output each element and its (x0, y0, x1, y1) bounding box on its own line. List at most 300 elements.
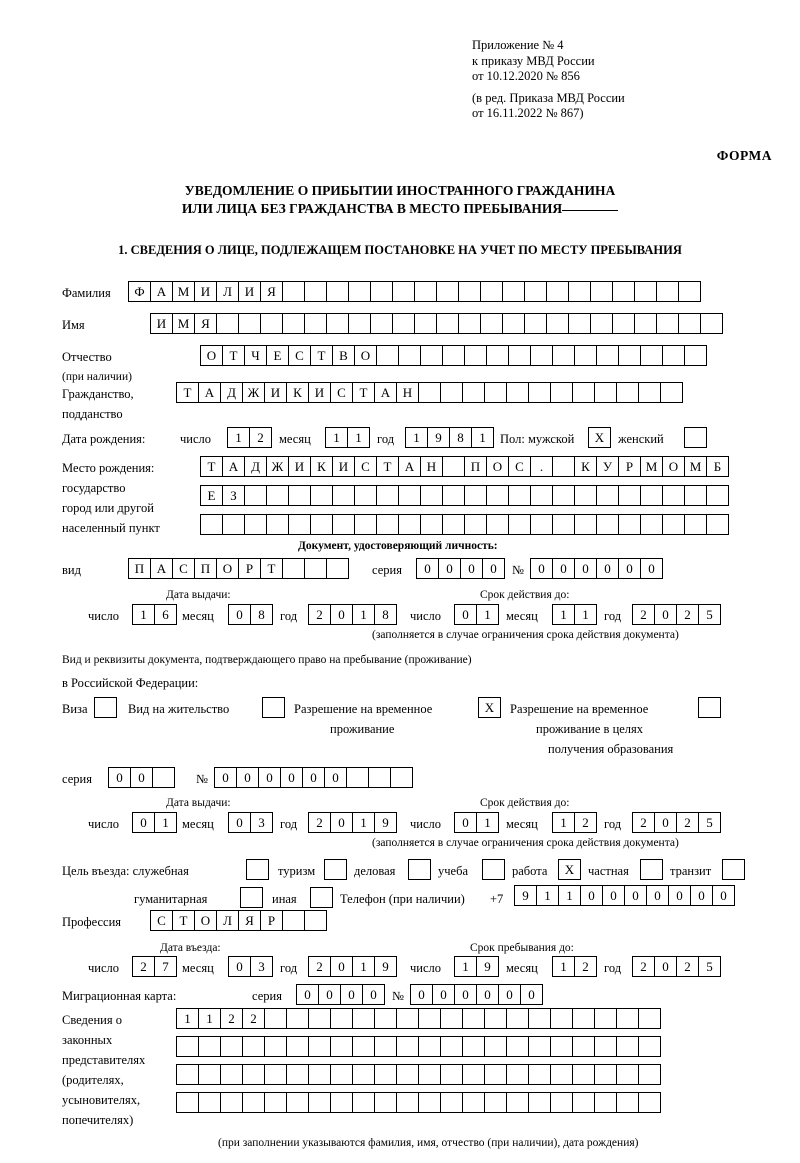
cell[interactable] (346, 767, 369, 788)
cell[interactable] (440, 1036, 463, 1057)
cell[interactable]: 2 (308, 956, 331, 977)
cell[interactable] (152, 767, 175, 788)
cell[interactable]: 1 (558, 885, 581, 906)
field-permit-issue-year[interactable] (308, 812, 396, 833)
cell[interactable]: 2 (632, 812, 655, 833)
cell[interactable]: 0 (296, 984, 319, 1005)
cell[interactable] (462, 1036, 485, 1057)
cell[interactable] (502, 313, 525, 334)
cell[interactable]: 0 (130, 767, 153, 788)
cell[interactable] (616, 1064, 639, 1085)
cell[interactable]: М (172, 281, 195, 302)
field-permit-valid-month[interactable] (552, 812, 596, 833)
checkbox-purpose-other[interactable] (310, 887, 333, 908)
cell[interactable] (484, 382, 507, 403)
cell[interactable] (706, 485, 729, 506)
cell[interactable]: О (354, 345, 377, 366)
cell[interactable]: 0 (580, 885, 603, 906)
cell[interactable] (462, 1064, 485, 1085)
checkbox-visa[interactable] (94, 697, 117, 718)
cell[interactable] (486, 345, 509, 366)
cell[interactable] (352, 1036, 375, 1057)
cell[interactable] (594, 1064, 617, 1085)
cell[interactable]: М (684, 456, 707, 477)
cell[interactable]: 2 (676, 956, 699, 977)
cell[interactable] (348, 281, 371, 302)
cell[interactable]: К (310, 456, 333, 477)
cell[interactable] (594, 1036, 617, 1057)
cell[interactable] (200, 514, 223, 535)
cell[interactable]: Р (618, 456, 641, 477)
cell[interactable]: 0 (132, 812, 155, 833)
cell[interactable] (528, 1092, 551, 1113)
cell[interactable] (198, 1036, 221, 1057)
cell[interactable]: 9 (427, 427, 450, 448)
checkbox-sex-male[interactable]: Х (588, 427, 611, 448)
cell[interactable] (326, 281, 349, 302)
field-mcard-number[interactable] (410, 984, 542, 1005)
cell[interactable]: Я (194, 313, 217, 334)
cell[interactable]: 1 (552, 604, 575, 625)
cell[interactable] (596, 514, 619, 535)
cell[interactable] (242, 1036, 265, 1057)
cell[interactable] (458, 281, 481, 302)
cell[interactable]: Т (200, 456, 223, 477)
cell[interactable]: 0 (654, 604, 677, 625)
cell[interactable] (568, 281, 591, 302)
cell[interactable]: О (194, 910, 217, 931)
cell[interactable]: 7 (154, 956, 177, 977)
cell[interactable] (332, 485, 355, 506)
cell[interactable] (330, 1064, 353, 1085)
cell[interactable]: 1 (476, 812, 499, 833)
cell[interactable] (638, 382, 661, 403)
cell[interactable]: 1 (454, 956, 477, 977)
cell[interactable] (616, 1092, 639, 1113)
cell[interactable]: 2 (676, 812, 699, 833)
cell[interactable]: К (574, 456, 597, 477)
field-citizenship[interactable] (176, 382, 682, 403)
cell[interactable]: 1 (176, 1008, 199, 1029)
cell[interactable] (484, 1008, 507, 1029)
cell[interactable] (528, 382, 551, 403)
cell[interactable] (612, 281, 635, 302)
cell[interactable]: 0 (324, 767, 347, 788)
cell[interactable] (506, 1064, 529, 1085)
cell[interactable] (660, 382, 683, 403)
cell[interactable]: 2 (574, 956, 597, 977)
cell[interactable]: 5 (698, 956, 721, 977)
cell[interactable] (596, 345, 619, 366)
cell[interactable] (368, 767, 391, 788)
cell[interactable] (260, 313, 283, 334)
field-stay-year[interactable] (632, 956, 720, 977)
cell[interactable]: 0 (618, 558, 641, 579)
field-legal-row-2[interactable] (176, 1036, 660, 1057)
cell[interactable] (550, 1036, 573, 1057)
cell[interactable]: П (128, 558, 151, 579)
cell[interactable]: Е (200, 485, 223, 506)
field-doc-valid-month[interactable] (552, 604, 596, 625)
cell[interactable] (288, 485, 311, 506)
cell[interactable]: 0 (498, 984, 521, 1005)
cell[interactable] (550, 382, 573, 403)
cell[interactable] (568, 313, 591, 334)
checkbox-purpose-humanitarian[interactable] (240, 887, 263, 908)
cell[interactable]: И (194, 281, 217, 302)
cell[interactable] (310, 514, 333, 535)
cell[interactable] (480, 313, 503, 334)
cell[interactable]: . (530, 456, 553, 477)
cell[interactable]: 0 (460, 558, 483, 579)
cell[interactable] (616, 1036, 639, 1057)
cell[interactable]: У (596, 456, 619, 477)
cell[interactable] (376, 345, 399, 366)
cell[interactable]: Б (706, 456, 729, 477)
cell[interactable]: О (662, 456, 685, 477)
cell[interactable] (684, 514, 707, 535)
field-birth-day[interactable] (227, 427, 271, 448)
cell[interactable] (176, 1064, 199, 1085)
cell[interactable] (242, 1092, 265, 1113)
cell[interactable]: 0 (454, 604, 477, 625)
checkbox-temp-residence[interactable]: Х (478, 697, 501, 718)
cell[interactable] (480, 281, 503, 302)
cell[interactable] (506, 1008, 529, 1029)
cell[interactable] (370, 281, 393, 302)
cell[interactable]: Е (266, 345, 289, 366)
cell[interactable]: 1 (227, 427, 250, 448)
cell[interactable] (398, 514, 421, 535)
field-doc-kind[interactable] (128, 558, 348, 579)
cell[interactable]: Н (420, 456, 443, 477)
field-mcard-series[interactable] (296, 984, 384, 1005)
cell[interactable]: 0 (454, 984, 477, 1005)
cell[interactable]: 0 (214, 767, 237, 788)
cell[interactable]: А (150, 281, 173, 302)
cell[interactable] (506, 1092, 529, 1113)
cell[interactable]: 0 (362, 984, 385, 1005)
field-permit-issue-day[interactable] (132, 812, 176, 833)
cell[interactable]: О (486, 456, 509, 477)
cell[interactable]: П (194, 558, 217, 579)
cell[interactable]: Д (220, 382, 243, 403)
cell[interactable] (572, 1064, 595, 1085)
checkbox-residence-permit[interactable] (262, 697, 285, 718)
field-entry-day[interactable] (132, 956, 176, 977)
cell[interactable] (440, 1092, 463, 1113)
cell[interactable]: Т (260, 558, 283, 579)
cell[interactable]: С (330, 382, 353, 403)
cell[interactable] (550, 1064, 573, 1085)
cell[interactable] (464, 485, 487, 506)
field-birth-year[interactable] (405, 427, 493, 448)
cell[interactable] (678, 281, 701, 302)
cell[interactable] (458, 313, 481, 334)
cell[interactable] (374, 1092, 397, 1113)
checkbox-edu-residence[interactable] (698, 697, 721, 718)
field-legal-row-4[interactable] (176, 1092, 660, 1113)
cell[interactable]: И (150, 313, 173, 334)
cell[interactable]: М (640, 456, 663, 477)
cell[interactable] (420, 485, 443, 506)
cell[interactable]: Т (376, 456, 399, 477)
cell[interactable] (442, 456, 465, 477)
cell[interactable] (550, 1008, 573, 1029)
cell[interactable] (546, 313, 569, 334)
cell[interactable] (618, 485, 641, 506)
cell[interactable] (530, 345, 553, 366)
cell[interactable] (330, 1092, 353, 1113)
cell[interactable] (198, 1064, 221, 1085)
cell[interactable]: 2 (308, 604, 331, 625)
cell[interactable] (440, 382, 463, 403)
checkbox-purpose-service[interactable] (246, 859, 269, 880)
cell[interactable]: 8 (449, 427, 472, 448)
cell[interactable]: 0 (596, 558, 619, 579)
cell[interactable] (286, 1064, 309, 1085)
cell[interactable]: 0 (552, 558, 575, 579)
cell[interactable] (418, 1036, 441, 1057)
cell[interactable] (374, 1036, 397, 1057)
cell[interactable]: Н (396, 382, 419, 403)
field-birth-month[interactable] (325, 427, 369, 448)
cell[interactable]: 0 (482, 558, 505, 579)
cell[interactable] (330, 1008, 353, 1029)
cell[interactable]: 3 (250, 812, 273, 833)
cell[interactable] (352, 1008, 375, 1029)
cell[interactable] (590, 313, 613, 334)
field-name[interactable] (150, 313, 722, 334)
cell[interactable] (264, 1092, 287, 1113)
cell[interactable] (508, 345, 531, 366)
cell[interactable]: Ч (244, 345, 267, 366)
cell[interactable] (352, 1064, 375, 1085)
field-doc-issue-year[interactable] (308, 604, 396, 625)
cell[interactable]: 9 (374, 812, 397, 833)
cell[interactable] (508, 514, 531, 535)
cell[interactable] (484, 1092, 507, 1113)
cell[interactable]: К (286, 382, 309, 403)
cell[interactable] (266, 514, 289, 535)
field-profession[interactable] (150, 910, 326, 931)
cell[interactable] (662, 514, 685, 535)
cell[interactable] (634, 313, 657, 334)
cell[interactable]: С (172, 558, 195, 579)
cell[interactable] (552, 514, 575, 535)
cell[interactable] (264, 1036, 287, 1057)
cell[interactable]: 2 (220, 1008, 243, 1029)
field-stay-day[interactable] (454, 956, 498, 977)
cell[interactable]: Ж (242, 382, 265, 403)
cell[interactable]: 0 (280, 767, 303, 788)
cell[interactable]: Я (238, 910, 261, 931)
cell[interactable]: 2 (574, 812, 597, 833)
cell[interactable] (508, 485, 531, 506)
cell[interactable]: Т (222, 345, 245, 366)
field-doc-series[interactable] (416, 558, 504, 579)
cell[interactable] (392, 281, 415, 302)
cell[interactable]: Л (216, 910, 239, 931)
cell[interactable]: 0 (654, 956, 677, 977)
cell[interactable]: С (288, 345, 311, 366)
cell[interactable] (396, 1008, 419, 1029)
cell[interactable] (396, 1036, 419, 1057)
cell[interactable]: 0 (668, 885, 691, 906)
cell[interactable] (662, 345, 685, 366)
cell[interactable] (282, 910, 305, 931)
cell[interactable] (326, 558, 349, 579)
cell[interactable] (464, 345, 487, 366)
cell[interactable] (552, 485, 575, 506)
cell[interactable]: 0 (646, 885, 669, 906)
cell[interactable] (414, 281, 437, 302)
cell[interactable] (220, 1092, 243, 1113)
checkbox-purpose-private[interactable] (640, 859, 663, 880)
cell[interactable] (198, 1092, 221, 1113)
cell[interactable] (304, 281, 327, 302)
checkbox-sex-female[interactable] (684, 427, 707, 448)
cell[interactable] (332, 514, 355, 535)
cell[interactable]: 0 (530, 558, 553, 579)
cell[interactable] (376, 514, 399, 535)
cell[interactable] (436, 313, 459, 334)
cell[interactable] (484, 1036, 507, 1057)
cell[interactable] (616, 1008, 639, 1029)
cell[interactable]: Т (352, 382, 375, 403)
cell[interactable] (390, 767, 413, 788)
cell[interactable]: Т (172, 910, 195, 931)
cell[interactable] (574, 345, 597, 366)
cell[interactable] (572, 1092, 595, 1113)
cell[interactable]: 1 (552, 956, 575, 977)
cell[interactable]: И (238, 281, 261, 302)
cell[interactable] (546, 281, 569, 302)
cell[interactable] (484, 1064, 507, 1085)
cell[interactable]: 2 (632, 956, 655, 977)
cell[interactable]: 6 (154, 604, 177, 625)
checkbox-purpose-study[interactable] (482, 859, 505, 880)
field-doc-issue-day[interactable] (132, 604, 176, 625)
cell[interactable] (304, 558, 327, 579)
cell[interactable] (440, 1008, 463, 1029)
cell[interactable]: 0 (520, 984, 543, 1005)
cell[interactable]: П (464, 456, 487, 477)
cell[interactable] (656, 313, 679, 334)
cell[interactable] (612, 313, 635, 334)
cell[interactable]: О (200, 345, 223, 366)
cell[interactable] (596, 485, 619, 506)
cell[interactable]: 1 (352, 604, 375, 625)
checkbox-purpose-business[interactable] (408, 859, 431, 880)
field-legal-row-1[interactable] (176, 1008, 660, 1029)
cell[interactable] (506, 382, 529, 403)
cell[interactable]: 0 (302, 767, 325, 788)
cell[interactable] (530, 514, 553, 535)
cell[interactable] (656, 281, 679, 302)
cell[interactable]: Ф (128, 281, 151, 302)
cell[interactable]: 0 (476, 984, 499, 1005)
cell[interactable] (420, 514, 443, 535)
cell[interactable]: 0 (416, 558, 439, 579)
cell[interactable]: 0 (454, 812, 477, 833)
cell[interactable]: Ж (266, 456, 289, 477)
field-doc-valid-year[interactable] (632, 604, 720, 625)
cell[interactable]: 1 (154, 812, 177, 833)
cell[interactable] (528, 1036, 551, 1057)
field-permit-valid-day[interactable] (454, 812, 498, 833)
cell[interactable]: 0 (438, 558, 461, 579)
cell[interactable]: С (354, 456, 377, 477)
cell[interactable]: 3 (250, 956, 273, 977)
cell[interactable]: 1 (132, 604, 155, 625)
cell[interactable] (264, 1064, 287, 1085)
cell[interactable] (440, 1064, 463, 1085)
cell[interactable]: 1 (198, 1008, 221, 1029)
field-doc-valid-day[interactable] (454, 604, 498, 625)
cell[interactable] (308, 1008, 331, 1029)
cell[interactable] (420, 345, 443, 366)
cell[interactable] (376, 485, 399, 506)
cell[interactable] (308, 1092, 331, 1113)
cell[interactable]: 0 (258, 767, 281, 788)
cell[interactable] (594, 1008, 617, 1029)
cell[interactable] (392, 313, 415, 334)
cell[interactable]: 0 (640, 558, 663, 579)
cell[interactable]: И (308, 382, 331, 403)
cell[interactable] (462, 1008, 485, 1029)
cell[interactable]: 5 (698, 812, 721, 833)
cell[interactable] (304, 910, 327, 931)
cell[interactable]: 2 (676, 604, 699, 625)
cell[interactable] (572, 1036, 595, 1057)
cell[interactable] (572, 382, 595, 403)
cell[interactable]: 0 (602, 885, 625, 906)
cell[interactable]: А (398, 456, 421, 477)
field-permit-issue-month[interactable] (228, 812, 272, 833)
cell[interactable]: О (216, 558, 239, 579)
cell[interactable] (462, 1092, 485, 1113)
cell[interactable]: 9 (514, 885, 537, 906)
cell[interactable] (330, 1036, 353, 1057)
cell[interactable] (638, 1008, 661, 1029)
field-doc-number[interactable] (530, 558, 662, 579)
cell[interactable]: 1 (552, 812, 575, 833)
cell[interactable]: С (508, 456, 531, 477)
cell[interactable]: 2 (132, 956, 155, 977)
cell[interactable] (486, 514, 509, 535)
cell[interactable]: 0 (574, 558, 597, 579)
cell[interactable] (640, 345, 663, 366)
field-birth-place-row-3[interactable] (200, 514, 728, 535)
cell[interactable]: Р (238, 558, 261, 579)
cell[interactable] (326, 313, 349, 334)
cell[interactable]: 2 (249, 427, 272, 448)
cell[interactable]: 9 (374, 956, 397, 977)
cell[interactable]: 2 (242, 1008, 265, 1029)
field-entry-month[interactable] (228, 956, 272, 977)
field-birth-place-row-2[interactable] (200, 485, 728, 506)
cell[interactable] (634, 281, 657, 302)
cell[interactable]: 0 (340, 984, 363, 1005)
cell[interactable] (310, 485, 333, 506)
cell[interactable] (552, 456, 575, 477)
cell[interactable] (618, 345, 641, 366)
cell[interactable]: З (222, 485, 245, 506)
cell[interactable] (354, 485, 377, 506)
cell[interactable]: 5 (698, 604, 721, 625)
cell[interactable] (354, 514, 377, 535)
